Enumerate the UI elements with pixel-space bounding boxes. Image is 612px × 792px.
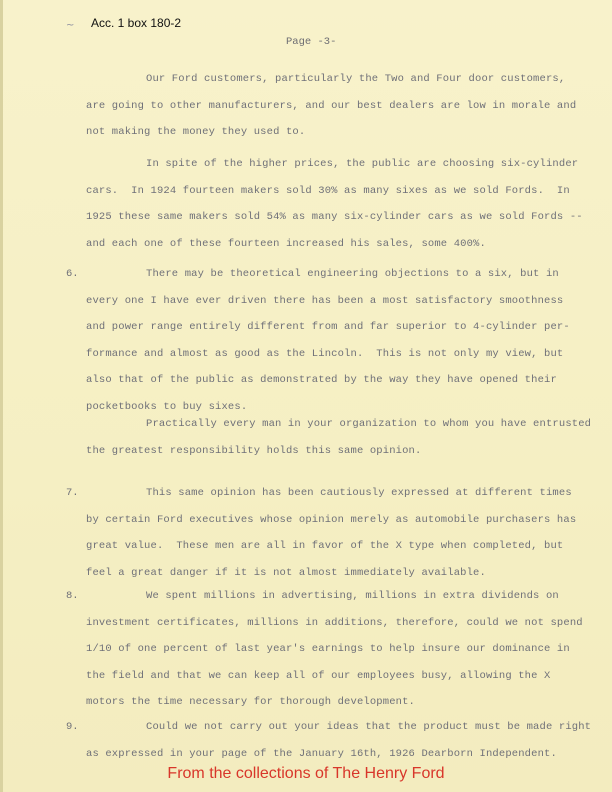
text-line: There may be theoretical engineering objections to a six, but in xyxy=(146,268,559,280)
paragraph-number: 8. xyxy=(66,590,79,602)
text-line: also that of the public as demonstrated by the way they have opened their xyxy=(86,374,557,386)
text-line: cars. In 1924 fourteen makers sold 30% as many sixes as we sold Fords. In xyxy=(86,184,570,197)
text-line: every one I have ever driven there has been a most satisfactory smoothness xyxy=(86,294,564,307)
archive-label: Acc. 1 box 180-2 xyxy=(91,16,182,30)
text-line: by certain Ford executives whose opinion merely as automobile purchasers has xyxy=(86,513,577,526)
text-line: pocketbooks to buy sixes. xyxy=(86,400,248,413)
text-line: This same opinion has been cautiously expressed at different times xyxy=(146,487,572,499)
collection-footer: From the collections of The Henry Ford xyxy=(167,765,445,782)
page-edge xyxy=(0,0,3,792)
text-line: 1/10 of one percent of last year's earnings to help insure our dominance in xyxy=(86,643,570,655)
text-line: are going to other manufacturers, and our best dealers are low in morale and xyxy=(86,99,577,112)
text-line: the field and that we can keep all of our employees busy, allowing the X xyxy=(86,669,551,682)
text-line: and power range entirely different from and far superior to 4-cylinder per- xyxy=(86,321,570,333)
page-number: Page -3- xyxy=(286,36,337,48)
text-line: Our Ford customers, particularly the Two and Four door customers, xyxy=(146,73,566,85)
text-line: Practically every man in your organization to whom you have entrusted xyxy=(146,418,592,430)
text-line: motors the time necessary for thorough development. xyxy=(86,696,416,708)
text-line: formance and almost as good as the Lincoln. This is not only my view, but xyxy=(86,347,564,360)
corner-mark: ~ xyxy=(66,20,75,31)
text-line: great value. These men are all in favor of the X type when completed, but xyxy=(86,540,564,552)
text-line: 1925 these same makers sold 54% as many six-cylinder cars as we sold Fords -- xyxy=(86,211,583,223)
paragraph-number: 7. xyxy=(66,487,79,499)
text-line: In spite of the higher prices, the public are choosing six-cylinder xyxy=(146,158,579,170)
text-line: Could we not carry out your ideas that the product must be made right xyxy=(146,721,592,733)
text-line: as expressed in your page of the January 16th, 1926 Dearborn Independent. xyxy=(86,747,557,760)
text-line: investment certificates, millions in additions, therefore, could we not spend xyxy=(86,616,583,629)
text-line: the greatest responsibility holds this same opinion. xyxy=(86,444,422,457)
text-line: We spent millions in advertising, millions in extra dividends on xyxy=(146,590,559,602)
paragraph-number: 6. xyxy=(66,268,79,280)
text-line: feel a great danger if it is not almost immediately available. xyxy=(86,566,486,579)
text-line: and each one of these fourteen increased his sales, some 400%. xyxy=(86,237,486,250)
text-line: not making the money they used to. xyxy=(86,126,306,138)
paragraph-number: 9. xyxy=(66,721,79,733)
